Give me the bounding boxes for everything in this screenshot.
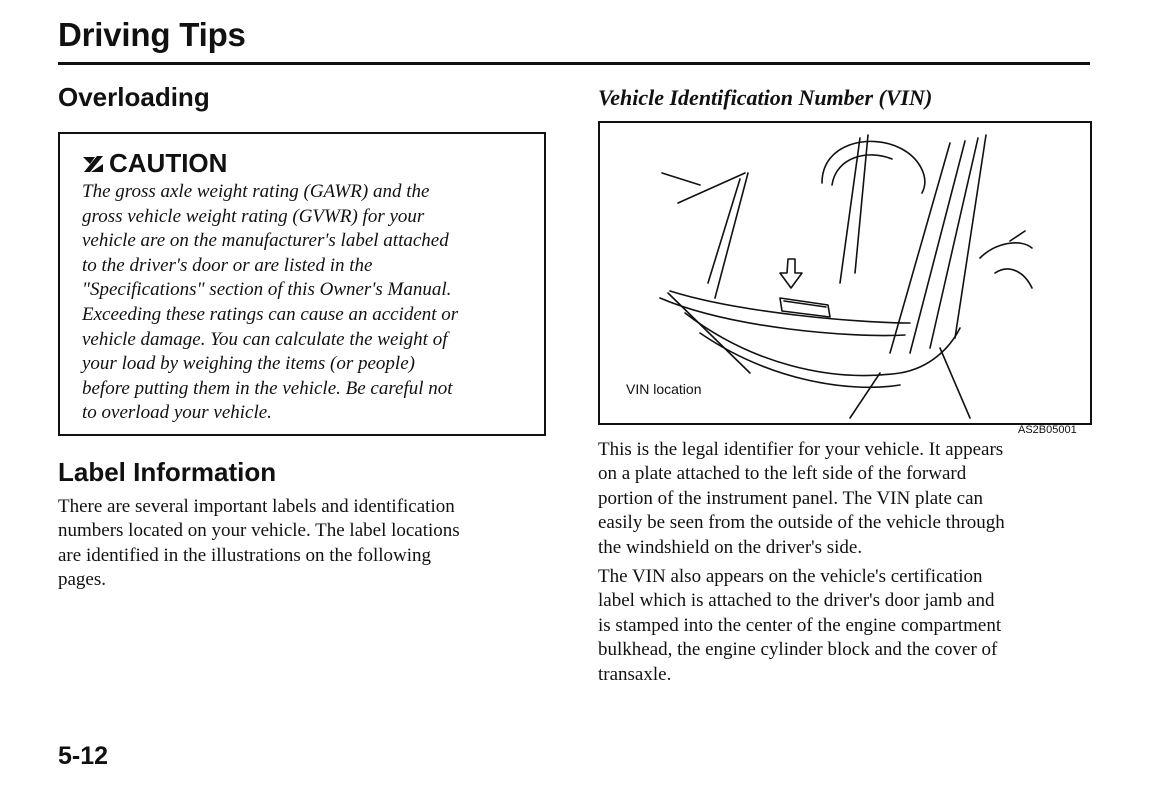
caution-line: gross vehicle weight rating (GVWR) for your bbox=[82, 205, 425, 227]
vin-location-illustration bbox=[598, 121, 1092, 425]
vin-para-2-line: transaxle. bbox=[598, 663, 672, 685]
caution-line: to the driver's door or are listed in the bbox=[82, 254, 373, 276]
vin-paragraph-2 bbox=[598, 565, 1088, 687]
caution-line: vehicle damage. You can calculate the weight of bbox=[82, 328, 448, 350]
vin-para-2-line: The VIN also appears on the vehicle's certification bbox=[598, 566, 983, 587]
label-information-text bbox=[58, 495, 530, 593]
vin-para-1-line: on a plate attached to the left side of the forward bbox=[598, 463, 967, 485]
vin-para-2-line: bulkhead, the engine cylinder block and the cover of bbox=[598, 639, 998, 661]
label-info-line: numbers located on your vehicle. The label locations bbox=[58, 520, 460, 542]
label-info-line: There are several important labels and identification bbox=[58, 496, 455, 517]
caution-line: to overload your vehicle. bbox=[82, 402, 272, 424]
caution-line: The gross axle weight rating (GAWR) and the bbox=[82, 181, 430, 202]
caution-label: CAUTION bbox=[109, 148, 228, 178]
vin-location-callout: VIN location bbox=[626, 381, 702, 397]
label-info-line: are identified in the illustrations on the following bbox=[58, 544, 432, 566]
vin-para-1-line: the windshield on the driver's side. bbox=[598, 536, 863, 558]
caution-line: your load by weighing the items (or people) bbox=[82, 353, 415, 375]
vin-heading: Vehicle Identification Number (VIN) bbox=[598, 85, 933, 110]
title-rule bbox=[58, 62, 1090, 65]
caution-line: "Specifications" section of this Owner's Manual. bbox=[82, 279, 452, 301]
caution-line: Exceeding these ratings can cause an accident or bbox=[82, 303, 459, 325]
caution-heading bbox=[82, 148, 227, 179]
caution-text bbox=[82, 180, 532, 426]
vin-para-1-line: easily be seen from the outside of the vehicle through bbox=[598, 512, 1005, 534]
label-information-heading: Label Information bbox=[58, 457, 277, 487]
caution-icon bbox=[82, 155, 104, 173]
page-number: 5-12 bbox=[58, 742, 109, 770]
vin-para-1-line: This is the legal identifier for your vehicle. It appears bbox=[598, 439, 1004, 460]
label-info-line: pages. bbox=[58, 569, 107, 591]
vin-para-2-line: label which is attached to the driver's door jamb and bbox=[598, 590, 995, 612]
caution-box bbox=[58, 132, 546, 436]
dashboard-line-drawing bbox=[600, 123, 1090, 423]
vin-para-1-line: portion of the instrument panel. The VIN plate can bbox=[598, 487, 984, 509]
vin-paragraph-1 bbox=[598, 438, 1088, 560]
caution-line: vehicle are on the manufacturer's label attached bbox=[82, 230, 449, 252]
page-title: Driving Tips bbox=[58, 16, 246, 53]
vin-para-2-line: is stamped into the center of the engine compartment bbox=[598, 614, 1002, 636]
overloading-heading: Overloading bbox=[58, 82, 210, 112]
caution-line: before putting them in the vehicle. Be careful not bbox=[82, 377, 453, 399]
figure-code: AS2B05001 bbox=[1018, 424, 1077, 436]
